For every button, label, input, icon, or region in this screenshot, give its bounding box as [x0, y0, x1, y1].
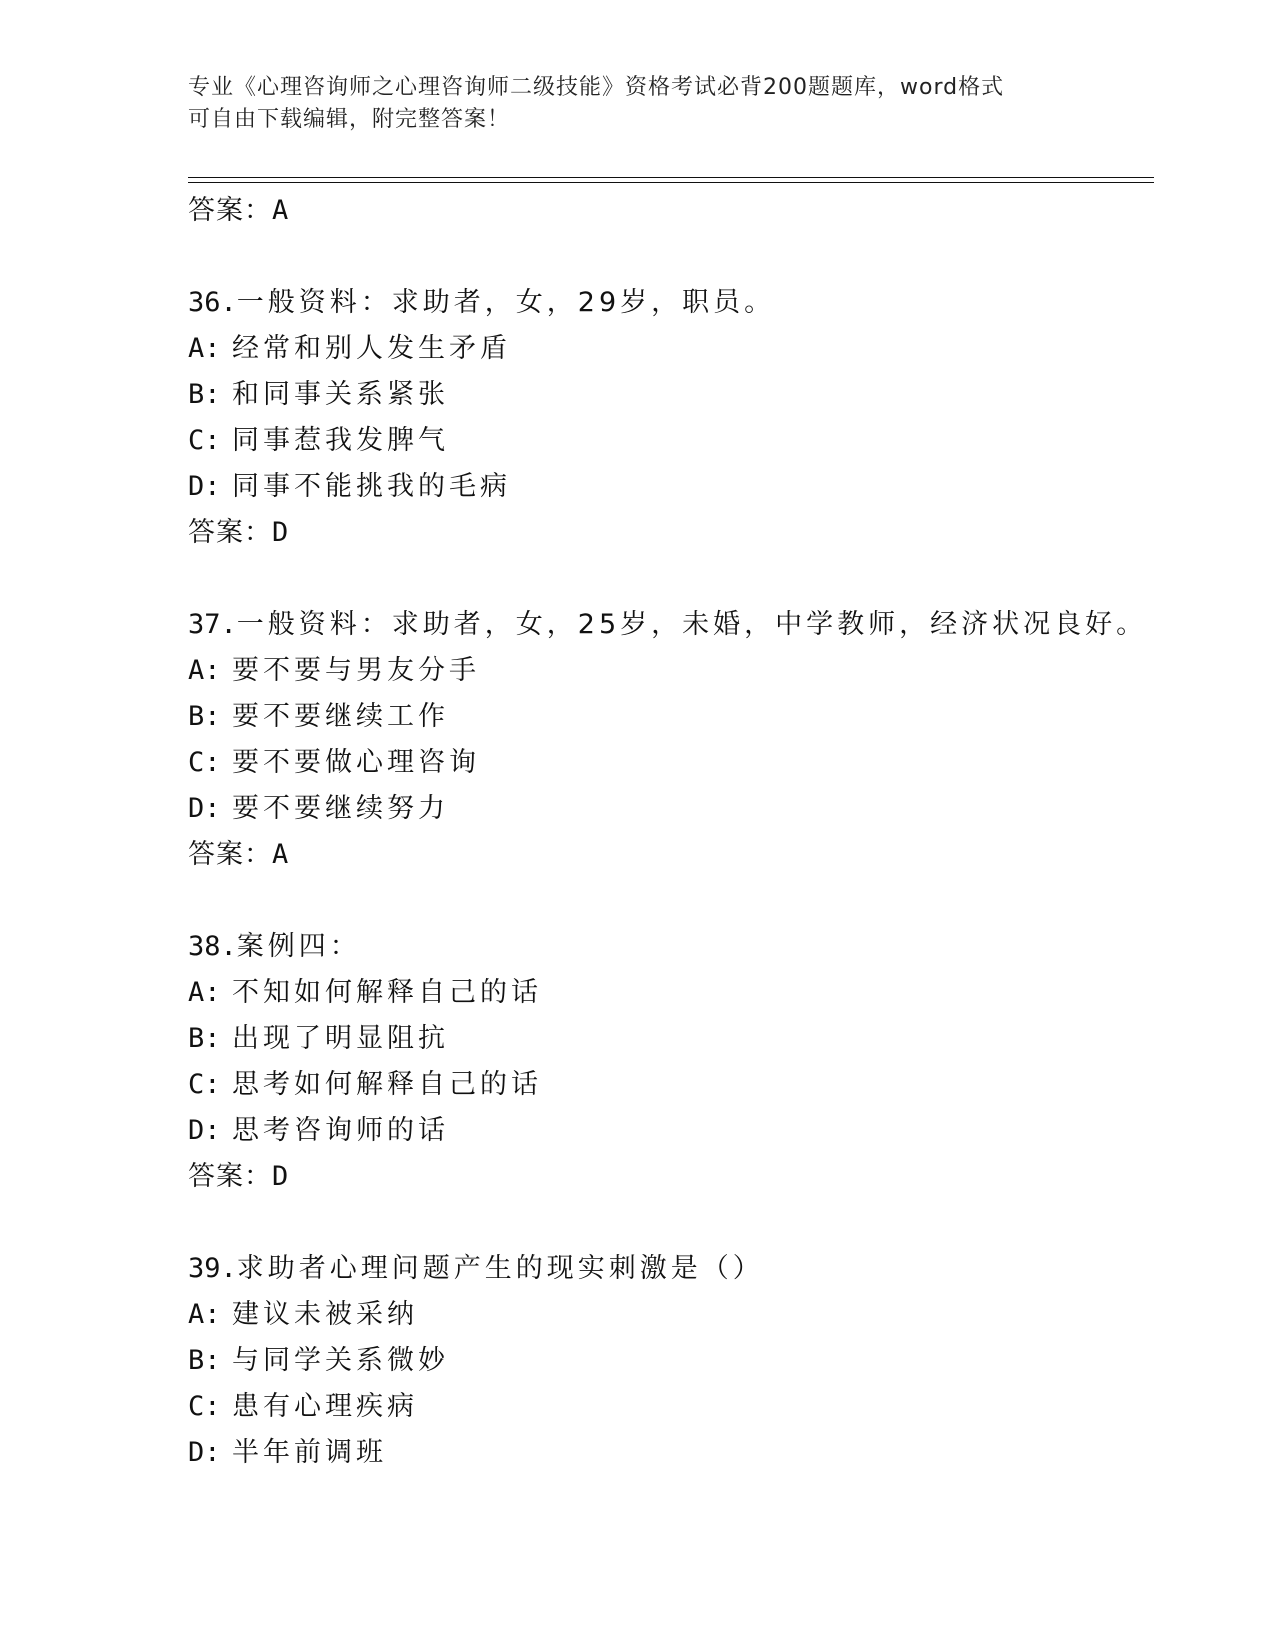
option-text: 和同事关系紧张 — [232, 379, 449, 410]
option-letter: C: — [188, 1069, 221, 1100]
option-b — [188, 1016, 1154, 1062]
header-line-1: 专业《心理咨询师之心理咨询师二级技能》资格考试必背200题题库，word格式 — [188, 75, 1005, 100]
question-number: 38. — [188, 931, 237, 962]
option-a — [188, 326, 1154, 372]
question-39 — [188, 1246, 1154, 1476]
spacer — [188, 1200, 1154, 1246]
answer-value: D — [272, 1161, 290, 1192]
option-d — [188, 464, 1154, 510]
answer-line — [188, 832, 1154, 878]
option-letter: B: — [188, 1345, 221, 1376]
spacer — [188, 556, 1154, 602]
question-stem — [188, 602, 1154, 648]
option-letter: C: — [188, 747, 221, 778]
option-text: 要不要做心理咨询 — [232, 747, 480, 778]
option-letter: D: — [188, 471, 221, 502]
question-text: 案例四： — [236, 931, 361, 962]
option-text: 半年前调班 — [232, 1437, 387, 1468]
option-text: 思考如何解释自己的话 — [232, 1069, 542, 1100]
option-text: 经常和别人发生矛盾 — [232, 333, 511, 364]
option-c — [188, 418, 1154, 464]
option-text: 建议未被采纳 — [232, 1299, 418, 1330]
option-b — [188, 1338, 1154, 1384]
option-letter: B: — [188, 379, 221, 410]
option-b — [188, 372, 1154, 418]
option-text: 思考咨询师的话 — [232, 1115, 449, 1146]
question-37 — [188, 602, 1154, 878]
question-text: 一般资料：求助者，女，29岁，职员。 — [236, 287, 776, 318]
option-letter: B: — [188, 701, 221, 732]
option-letter: A: — [188, 655, 221, 686]
option-letter: A: — [188, 1299, 221, 1330]
option-letter: D: — [188, 793, 221, 824]
option-a — [188, 970, 1154, 1016]
spacer — [188, 878, 1154, 924]
question-number: 37. — [188, 609, 237, 640]
option-letter: C: — [188, 1391, 221, 1422]
option-a — [188, 1292, 1154, 1338]
answer-value: D — [272, 517, 290, 548]
option-text: 同事惹我发脾气 — [232, 425, 449, 456]
option-text: 与同学关系微妙 — [232, 1345, 449, 1376]
option-text: 要不要继续工作 — [232, 701, 449, 732]
question-stem — [188, 280, 1154, 326]
option-c — [188, 1062, 1154, 1108]
option-text: 患有心理疾病 — [232, 1391, 418, 1422]
answer-label: 答案： — [188, 839, 272, 870]
option-text: 要不要继续努力 — [232, 793, 449, 824]
option-letter: C: — [188, 425, 221, 456]
answer-line — [188, 188, 1154, 234]
option-a — [188, 648, 1154, 694]
option-d — [188, 1430, 1154, 1476]
option-text: 不知如何解释自己的话 — [232, 977, 542, 1008]
option-b — [188, 694, 1154, 740]
option-c — [188, 1384, 1154, 1430]
option-text: 要不要与男友分手 — [232, 655, 480, 686]
option-letter: A: — [188, 333, 221, 364]
answer-line — [188, 510, 1154, 556]
option-letter: A: — [188, 977, 221, 1008]
answer-label: 答案： — [188, 1161, 272, 1192]
option-c — [188, 740, 1154, 786]
document-header — [188, 72, 1068, 136]
answer-value: A — [272, 839, 290, 870]
question-38 — [188, 924, 1154, 1200]
answer-value: A — [272, 195, 290, 226]
option-letter: D: — [188, 1437, 221, 1468]
answer-label: 答案： — [188, 195, 272, 226]
option-letter: B: — [188, 1023, 221, 1054]
question-text: 一般资料：求助者，女，25岁，未婚，中学教师，经济状况良好。 — [236, 609, 1148, 640]
option-text: 同事不能挑我的毛病 — [232, 471, 511, 502]
option-d — [188, 786, 1154, 832]
question-list — [188, 188, 1154, 1476]
question-number: 39. — [188, 1253, 237, 1284]
question-stem — [188, 1246, 1154, 1292]
question-stem — [188, 924, 1154, 970]
option-letter: D: — [188, 1115, 221, 1146]
question-text: 求助者心理问题产生的现实刺激是（） — [236, 1253, 764, 1284]
option-d — [188, 1108, 1154, 1154]
header-divider-bottom — [188, 182, 1154, 183]
spacer — [188, 234, 1154, 280]
header-line-2: 可自由下载编辑，附完整答案！ — [188, 107, 511, 132]
option-text: 出现了明显阻抗 — [232, 1023, 449, 1054]
answer-label: 答案： — [188, 517, 272, 548]
question-number: 36. — [188, 287, 237, 318]
answer-line — [188, 1154, 1154, 1200]
question-36 — [188, 280, 1154, 556]
header-divider-top — [188, 177, 1154, 178]
